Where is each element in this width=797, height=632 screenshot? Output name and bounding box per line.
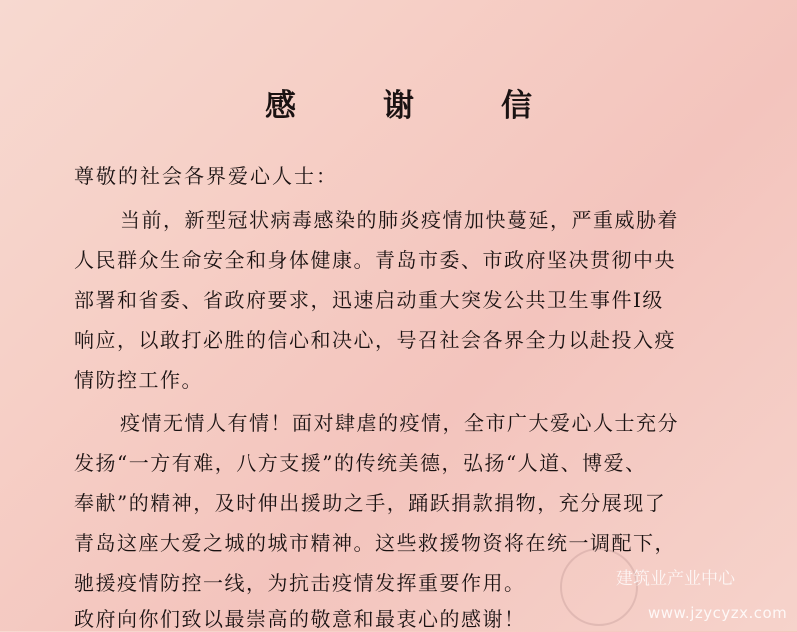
watermark-name: 建筑业产业中心 <box>616 569 735 589</box>
paragraph-line: 当前，新型冠状病毒感染的肺炎疫情加快蔓延，严重威胁着 <box>120 208 679 232</box>
paragraph-line: 响应，以敢打必胜的信心和决心，号召社会各界全力以赴投入疫 <box>74 328 676 352</box>
salutation: 尊敬的社会各界爱心人士： <box>74 164 338 188</box>
watermark-url: www.jzycyzx.com <box>648 604 788 622</box>
paragraph-line: 发扬“一方有难，八方支援”的传统美德，弘扬“人道、博爱、 <box>74 451 647 475</box>
letter-title: 感 谢 信 <box>265 88 560 124</box>
paragraph-line: 情防控工作。 <box>74 368 203 392</box>
paragraph-line: 部署和省委、省政府要求，迅速启动重大突发公共卫生事件Ⅰ级 <box>74 288 664 312</box>
paragraph-line: 青岛这座大爱之城的城市精神。这些救援物资将在统一调配下， <box>74 531 676 555</box>
paragraph-line: 政府向你们致以最崇高的敬意和最衷心的感谢！ <box>74 607 526 631</box>
paragraph-line: 驰援疫情防控一线，为抗击疫情发挥重要作用。 <box>74 571 526 595</box>
paragraph-line: 疫情无情人有情！面对肆虐的疫情，全市广大爱心人士充分 <box>120 411 679 435</box>
paragraph-line: 人民群众生命安全和身体健康。青岛市委、市政府坚决贯彻中央 <box>74 248 676 272</box>
paragraph-line: 奉献”的精神，及时伸出援助之手，踊跃捐款捐物，充分展现了 <box>74 491 667 515</box>
